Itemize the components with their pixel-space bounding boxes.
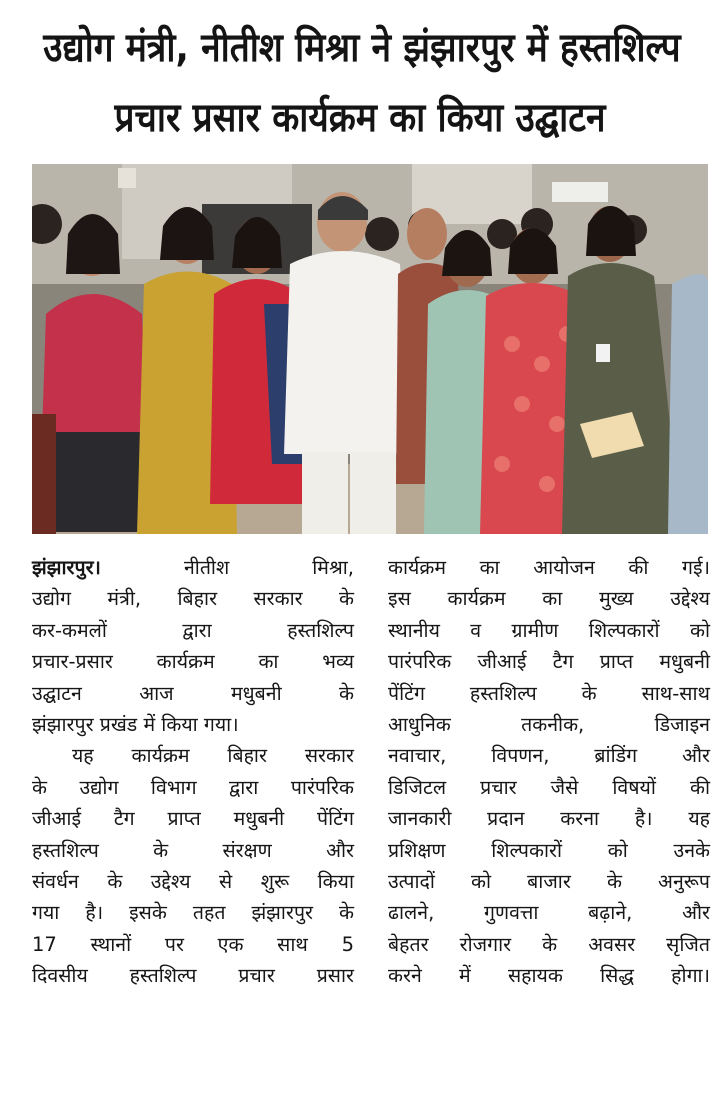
headline-line-2: प्रचार प्रसार कार्यक्रम का किया उद्घाटन <box>114 95 606 141</box>
article-line: पारंपरिक जीआई टैग प्राप्त मधुबनी <box>388 650 710 674</box>
article-line: प्रशिक्षण शिल्पकारों को उनके <box>388 838 710 862</box>
article-line: संवर्धन के उद्देश्य से शुरू किया <box>32 869 354 893</box>
article-line: हस्तशिल्प के संरक्षण और <box>32 838 354 862</box>
article-line: आधुनिक तकनीक, डिजाइन <box>388 712 710 736</box>
article-column-left <box>32 552 354 991</box>
article-line: उत्पादों को बाजार के अनुरूप <box>388 869 710 893</box>
article-line: कार्यक्रम का आयोजन की गई। <box>388 556 710 579</box>
article-dateline: झंझारपुर। <box>32 556 101 579</box>
article-line: इस कार्यक्रम का मुख्य उद्देश्य <box>388 587 710 611</box>
article-line: ढालने, गुणवत्ता बढ़ाने, और <box>388 901 710 925</box>
article-line: गया है। इसके तहत झंझारपुर के <box>32 901 354 925</box>
article-line: पेंटिंग हस्तशिल्प के साथ-साथ <box>388 681 710 705</box>
article-line: बेहतर रोजगार के अवसर सृजित <box>388 932 710 956</box>
article-line: झंझारपुर प्रखंड में किया गया। <box>32 712 239 736</box>
article-line: जानकारी प्रदान करना है। यह <box>388 807 710 831</box>
news-photo <box>32 164 708 534</box>
headline-line-1: उद्योग मंत्री, नीतीश मिश्रा ने झंझारपुर में हस्तशिल्प <box>43 25 681 71</box>
group-photo-illustration <box>32 164 708 534</box>
article-line-text: नीतीश मिश्रा, <box>100 556 354 579</box>
article-line: प्रचार-प्रसार कार्यक्रम का भव्य <box>32 650 354 674</box>
article-line: दिवसीय हस्तशिल्प प्रचार प्रसार <box>32 964 354 988</box>
article-line: 17 स्थानों पर एक साथ 5 <box>32 932 354 956</box>
article-line: यह कार्यक्रम बिहार सरकार <box>72 744 354 768</box>
article-line: स्थानीय व ग्रामीण शिल्पकारों को <box>388 618 710 642</box>
article-column-right <box>388 552 710 991</box>
article-line: कर-कमलों द्वारा हस्तशिल्प <box>32 618 354 642</box>
article-line: जीआई टैग प्राप्त मधुबनी पेंटिंग <box>32 807 354 831</box>
article-line: नवाचार, विपणन, ब्रांडिंग और <box>388 744 710 768</box>
article-line: उद्घाटन आज मधुबनी के <box>32 681 354 705</box>
article-line: उद्योग मंत्री, बिहार सरकार के <box>32 587 354 611</box>
article-line: करने में सहायक सिद्ध होगा। <box>388 964 710 988</box>
article-line: के उद्योग विभाग द्वारा पारंपरिक <box>32 775 354 799</box>
article-line <box>32 552 354 583</box>
article-line: डिजिटल प्रचार जैसे विषयों की <box>388 775 710 799</box>
